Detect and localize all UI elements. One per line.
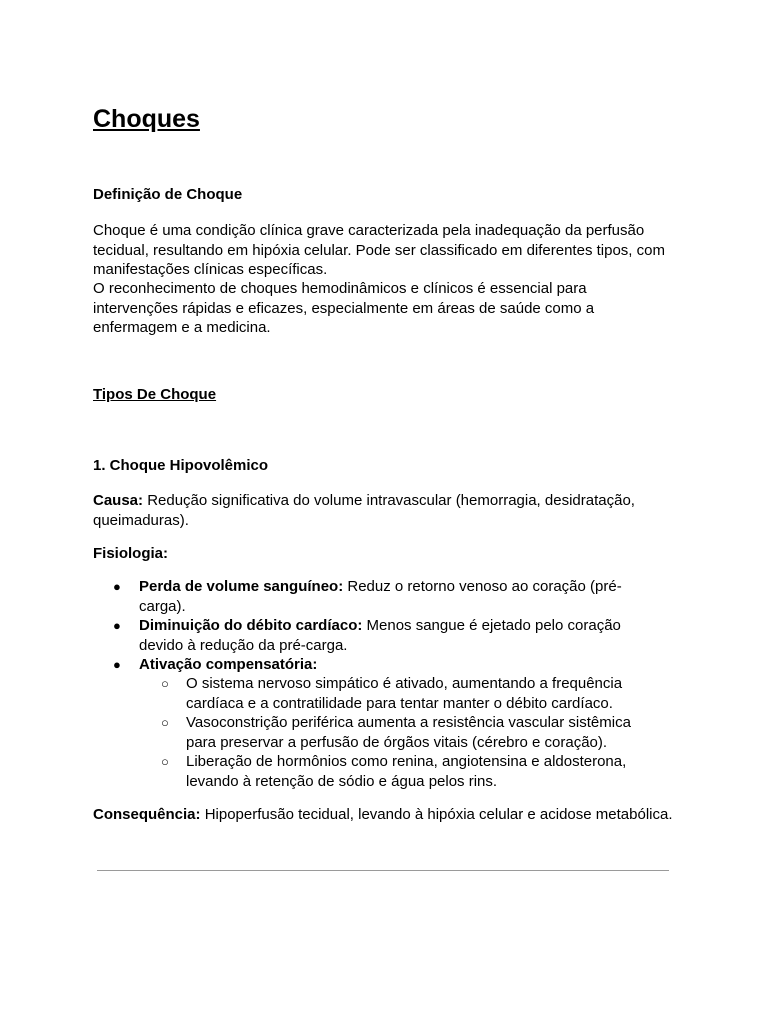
sub-bullet-icon: ○ (161, 676, 169, 691)
list-item-label: Ativação compensatória: (139, 656, 318, 673)
definition-paragraph-1: Choque é uma condição clínica grave caracterizada pela inadequação da perfusão tecidual, resultando em hipóxia celular. Pode ser classificado em diferentes tipos, com manifestações clínicas específicas. (93, 222, 665, 278)
physiology-paragraph (93, 544, 673, 564)
consequence-paragraph (93, 805, 673, 825)
list-item (139, 616, 649, 655)
bullet-icon: ● (113, 657, 121, 672)
consequence-label: Consequência: (93, 806, 201, 823)
list-item (139, 577, 649, 616)
sub-bullet-icon: ○ (161, 715, 169, 730)
sub-bullet-icon: ○ (161, 754, 169, 769)
hypovolemic-heading: 1. Choque Hipovolêmico (93, 457, 269, 474)
cause-text: Redução significativa do volume intravascular (hemorragia, desidratação, queimaduras). (93, 492, 635, 529)
types-heading: Tipos De Choque (93, 386, 217, 403)
horizontal-divider (97, 870, 669, 871)
cause-label: Causa: (93, 492, 144, 509)
list-item-label: Diminuição do débito cardíaco: (139, 617, 363, 634)
list-item-label: Perda de volume sanguíneo: (139, 578, 344, 595)
cause-paragraph (93, 491, 673, 530)
consequence-text: Hipoperfusão tecidual, levando à hipóxia celular e acidose metabólica. (200, 806, 673, 823)
physiology-label: Fisiologia: (93, 545, 168, 562)
page-title: Choques (93, 105, 200, 133)
sub-list-item: Liberação de hormônios como renina, angiotensina e aldosterona, levando à retenção de sódio e água pelos rins. (186, 753, 627, 790)
sub-list-item: Vasoconstrição periférica aumenta a resistência vascular sistêmica para preservar a perfusão de órgãos vitais (cérebro e coração). (186, 714, 631, 751)
definition-heading: Definição de Choque (93, 186, 243, 203)
bullet-icon: ● (113, 618, 121, 633)
sub-list-item: O sistema nervoso simpático é ativado, aumentando a frequência cardíaca e a contratilidade para tentar manter o débito cardíaco. (186, 675, 623, 712)
definition-paragraph-2: O reconhecimento de choques hemodinâmicos e clínicos é essencial para intervenções rápidas e eficazes, especialmente em áreas de saúde como a enfermagem e a medicina. (93, 280, 595, 336)
list-item-text: Reduz o retorno venoso ao coração (pré-carga). (139, 578, 622, 615)
list-item-text: Menos sangue é ejetado pelo coração devido à redução da pré-carga. (139, 617, 621, 654)
bullet-icon: ● (113, 579, 121, 594)
list-item (139, 655, 649, 675)
